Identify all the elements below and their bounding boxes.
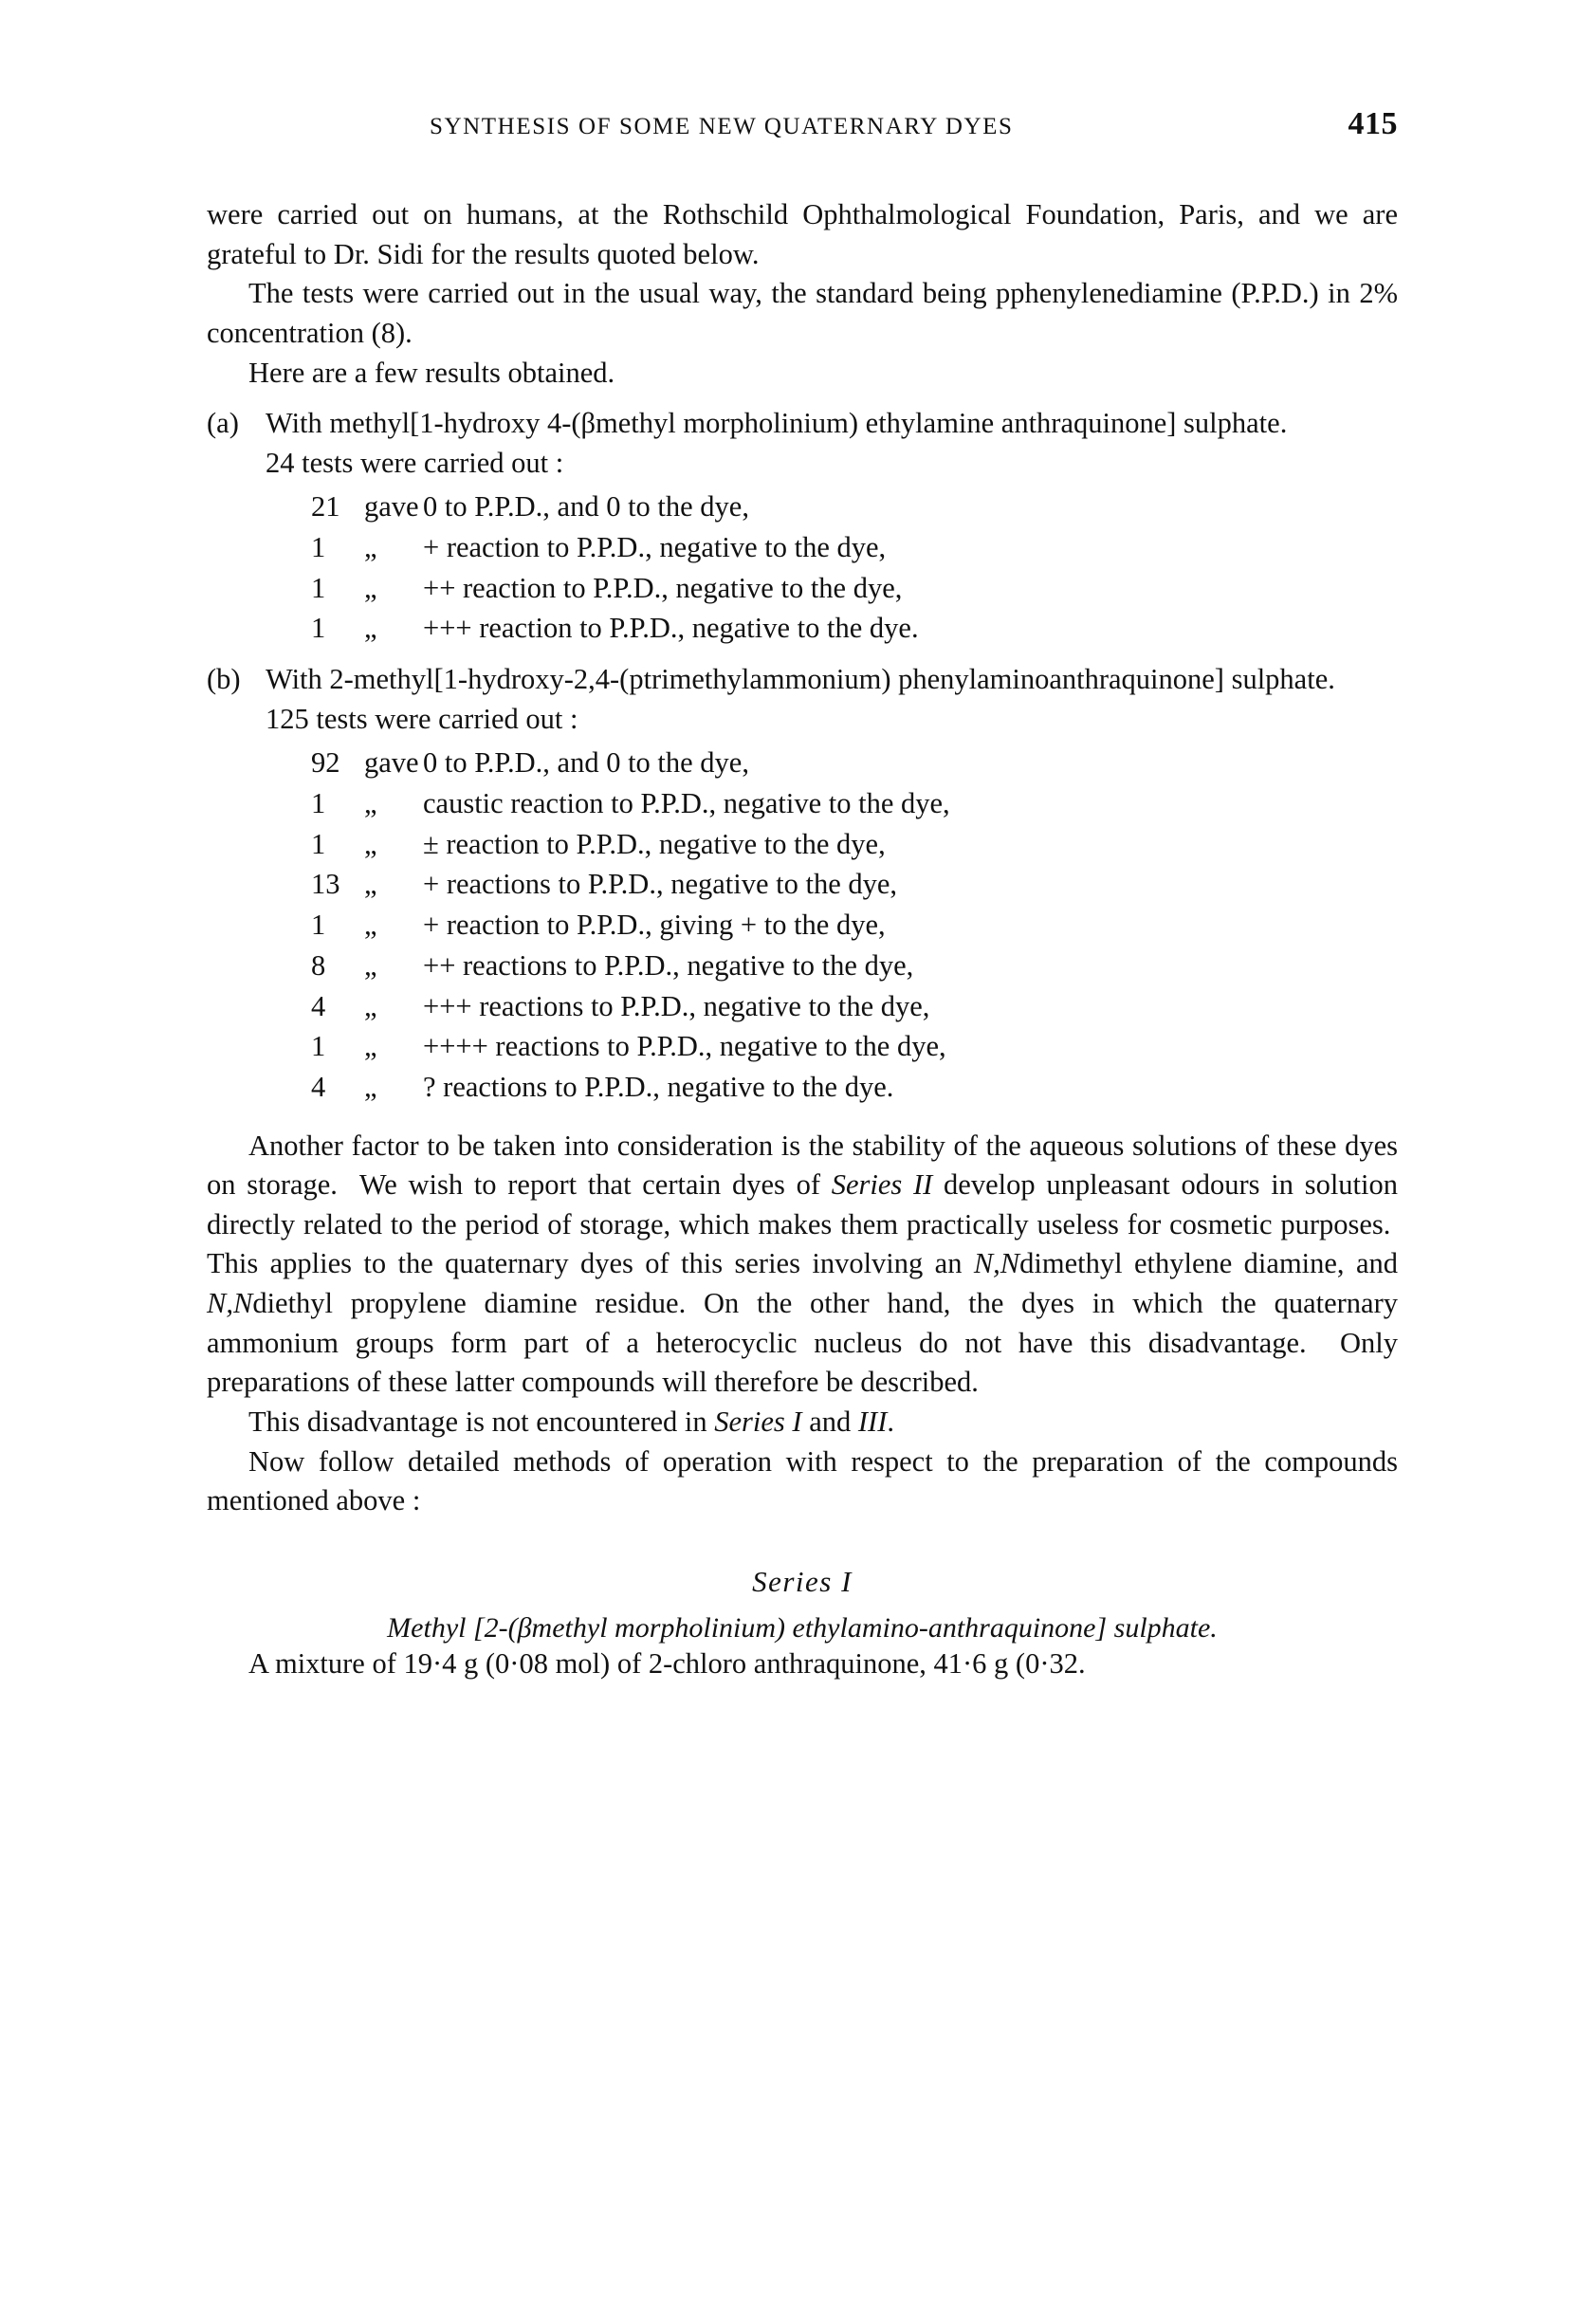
- result-ditto: gave: [364, 490, 419, 524]
- result-row: [311, 743, 1398, 783]
- results-block-b: [207, 743, 1398, 1107]
- running-title: SYNTHESIS OF SOME NEW QUATERNARY DYES: [430, 114, 1014, 139]
- paragraph-disadvantage: [207, 1403, 1398, 1442]
- result-text: ++++ reactions to P.P.D., negative to the dye,: [423, 1030, 946, 1063]
- compound-title: Methyl [2-(βmethyl morpholinium) ethylamino-anthraquinone] sulphate.: [387, 1611, 1218, 1644]
- result-row: [311, 824, 1398, 865]
- result-ditto: „: [364, 1030, 377, 1063]
- result-row: [311, 1026, 1398, 1067]
- result-row: [311, 783, 1398, 824]
- disadvantage-text-b: and: [801, 1405, 858, 1438]
- result-ditto: „: [364, 909, 377, 942]
- result-count: 8: [311, 948, 326, 982]
- result-ditto: „: [364, 948, 377, 982]
- series-ref-i: Series I: [714, 1405, 802, 1438]
- result-count: 1: [311, 571, 326, 604]
- result-ditto: „: [364, 868, 377, 901]
- result-ditto: „: [364, 531, 377, 564]
- result-ditto: „: [364, 827, 377, 860]
- result-row: [311, 527, 1398, 568]
- result-text: ± reaction to P.P.D., negative to the dye,: [423, 827, 886, 860]
- page-number: 415: [1348, 106, 1398, 141]
- stability-text-c: develop unpleasant odours in solution directly related to the period of storage, which makes them practically useless for cosmetic purposes.: [207, 1168, 1398, 1240]
- stability-text-b: We wish to report that certain dyes of: [358, 1168, 832, 1202]
- series-ref-ii: Series II: [831, 1168, 933, 1202]
- result-count: 1: [311, 827, 326, 860]
- result-text: caustic reaction to P.P.D., negative to the dye,: [423, 787, 950, 820]
- result-row: [311, 1067, 1398, 1108]
- list-marker-a: (a): [207, 407, 239, 440]
- result-count: 4: [311, 989, 326, 1022]
- result-row: [311, 986, 1398, 1027]
- result-text: ++ reactions to P.P.D., negative to the dye,: [423, 948, 914, 982]
- paragraph-mixture: A mixture of 19·4 g (0·08 mol) of 2-chloro anthraquinone, 41·6 g (0·32.: [248, 1646, 1086, 1680]
- result-count: 1: [311, 909, 326, 942]
- result-text: 0 to P.P.D., and 0 to the dye,: [423, 746, 749, 780]
- result-ditto: „: [364, 571, 377, 604]
- stability-text-a: Another factor to be taken into consideration is the stability of the aqueous solutions of these dyes on storage.: [207, 1129, 1398, 1202]
- disadvantage-text-a: This disadvantage is not encountered in: [248, 1405, 715, 1438]
- result-row: [311, 608, 1398, 649]
- result-text: ++ reaction to P.P.D., negative to the dye,: [423, 571, 903, 604]
- result-text: + reaction to P.P.D., negative to the dye,: [423, 531, 887, 564]
- result-text: + reaction to P.P.D., giving + to the dye,: [423, 909, 886, 942]
- tests-line-a: 24 tests were carried out :: [266, 446, 564, 479]
- chem-n-n-2: N,N: [207, 1287, 253, 1320]
- results-block-a: [207, 487, 1398, 649]
- stability-text-e: dimethyl ethylene diamine, and: [1019, 1247, 1398, 1280]
- result-ditto: „: [364, 787, 377, 820]
- result-count: 1: [311, 612, 326, 645]
- result-count: 1: [311, 1030, 326, 1063]
- list-marker-b: (b): [207, 663, 241, 696]
- result-text: ? reactions to P.P.D., negative to the dye.: [423, 1070, 894, 1103]
- paragraph-intro-3: Here are a few results obtained.: [248, 356, 615, 389]
- list-text-a: With methyl[1-hydroxy 4-(βmethyl morpholinium) ethylamine anthraquinone] sulphate.: [266, 407, 1288, 440]
- disadvantage-text-c: .: [887, 1405, 894, 1438]
- result-count: 13: [311, 868, 340, 901]
- result-count: 1: [311, 531, 326, 564]
- list-item-b: [207, 660, 1398, 1107]
- result-count: 4: [311, 1070, 326, 1103]
- result-ditto: „: [364, 989, 377, 1022]
- stability-text-d: This applies to the quaternary dyes of this series involving an: [207, 1247, 974, 1280]
- result-count: 92: [311, 746, 340, 780]
- result-text: +++ reactions to P.P.D., negative to the dye,: [423, 989, 930, 1022]
- result-row: [311, 487, 1398, 527]
- paragraph-stability: [207, 1127, 1398, 1403]
- result-count: 1: [311, 787, 326, 820]
- result-row: [311, 864, 1398, 905]
- paragraph-intro-2: The tests were carried out in the usual way, the standard being pphenylenediamine (P.P.D.) in 2% concentration (8).: [207, 277, 1398, 349]
- result-text: 0 to P.P.D., and 0 to the dye,: [423, 490, 749, 524]
- series-heading: Series I: [752, 1564, 853, 1598]
- list-item-a: [207, 404, 1398, 649]
- stability-text-g: Only preparations of these latter compounds will therefore be described.: [207, 1326, 1399, 1399]
- result-row: [311, 946, 1398, 986]
- paragraph-intro-1: were carried out on humans, at the Rothschild Ophthalmological Foundation, Paris, and we are grateful to Dr. Sidi for the results quoted below.: [207, 198, 1398, 270]
- running-head: [207, 106, 1398, 142]
- result-row: [311, 905, 1398, 946]
- result-text: + reactions to P.P.D., negative to the dye,: [423, 868, 898, 901]
- list-text-b: With 2-methyl[1-hydroxy-2,4-(ptrimethylammonium) phenylaminoanthraquinone] sulphate.: [266, 663, 1335, 696]
- stability-text-f: diethyl propylene diamine residue. On the other hand, the dyes in which the quaternary ammonium groups form part of a heterocyclic nucleus do not have this disadvantage.: [207, 1287, 1398, 1359]
- result-text: +++ reaction to P.P.D., negative to the dye.: [423, 612, 919, 645]
- page-content: [207, 106, 1398, 1683]
- tests-line-b: 125 tests were carried out :: [266, 702, 578, 735]
- result-ditto: „: [364, 1070, 377, 1103]
- result-ditto: gave: [364, 746, 419, 780]
- chem-n-n-1: N,N: [973, 1247, 1020, 1280]
- series-ref-iii: III: [857, 1405, 888, 1438]
- result-ditto: „: [364, 612, 377, 645]
- paragraph-methods: Now follow detailed methods of operation with respect to the preparation of the compounds mentioned above :: [207, 1444, 1398, 1517]
- result-row: [311, 568, 1398, 609]
- result-count: 21: [311, 490, 340, 524]
